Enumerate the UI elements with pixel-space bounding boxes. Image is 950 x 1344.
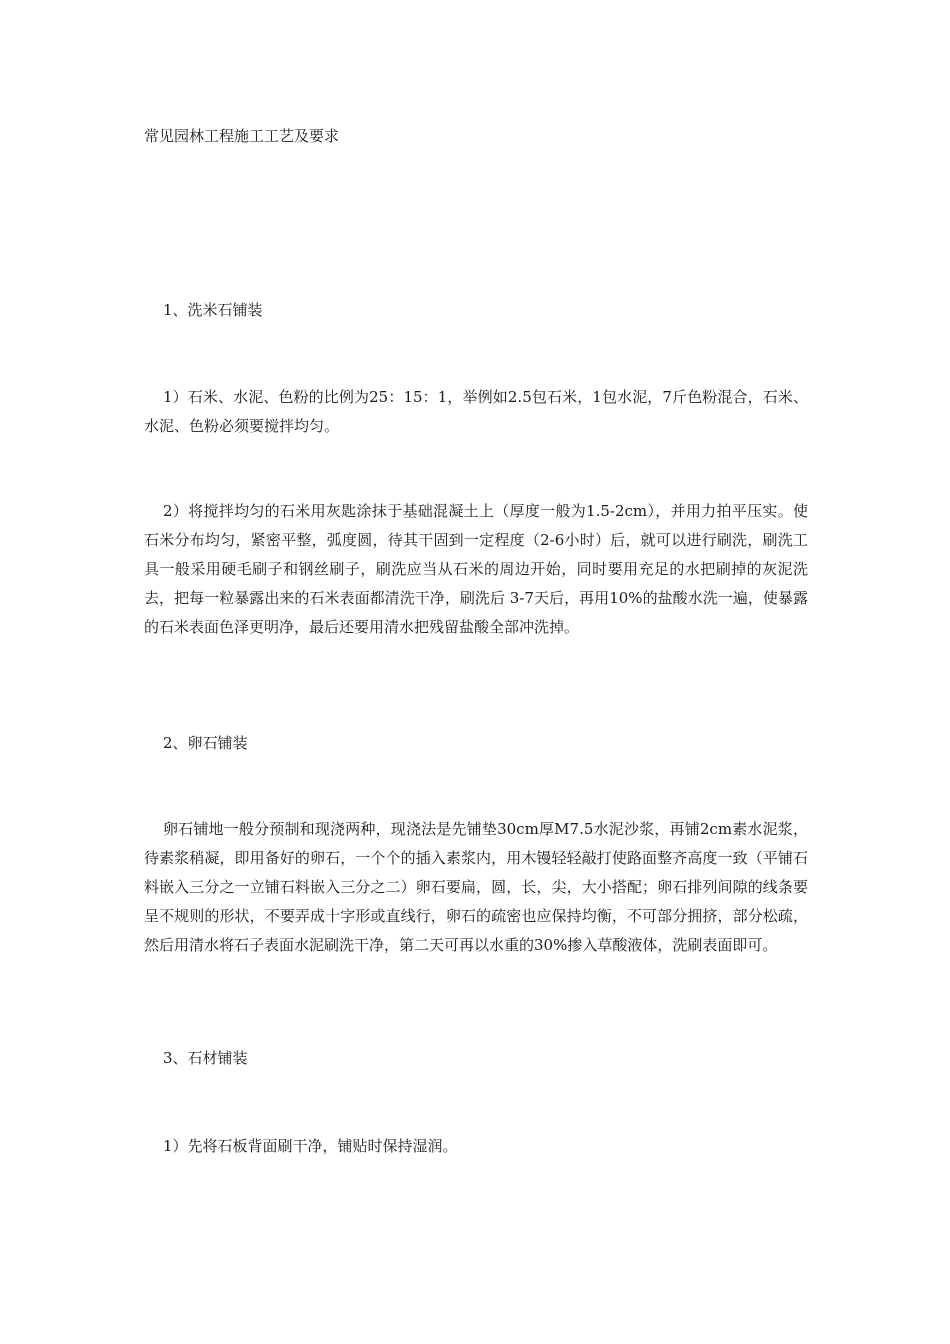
section-heading-1: 1、洗米石铺装 [163,301,263,319]
paragraph-1-2: 2）将搅拌均匀的石米用灰匙涂抹于基础混凝土上（厚度一般为1.5-2cm），并用力拍平压实。使石米分布均匀，紧密平整，弧度圆，待其干固到一定程度（2-6小时）后，就可以进行刷洗，刷洗工具一般采用硬毛刷子和钢丝刷子，刷洗应当从石米的周边开始，同时要用充足的水把刷掉的灰泥洗去，把每一粒暴露出来的石米表面都清洗干净，刷洗后 3-7天后，再用10%的盐酸水洗一遍，使暴露的石米表面色泽更明净，最后还要用清水把残留盐酸全部冲洗掉。 [144,502,808,636]
section-heading-2: 2、卵石铺装 [163,734,248,752]
document-title: 常见园林工程施工工艺及要求 [144,127,340,145]
paragraph-1-1: 1）石米、水泥、色粉的比例为25：15：1，举例如2.5包石米，1包水泥，7斤色粉混合，石米、水泥、色粉必须要搅拌均匀。 [144,388,808,435]
paragraph-3-1: 1）先将石板背面刷干净，铺贴时保持湿润。 [163,1137,458,1155]
paragraph-2-1: 卵石铺地一般分预制和现浇两种，现浇法是先铺垫30cm厚M7.5水泥沙浆，再铺2cm素水泥浆，待素浆稍凝，即用备好的卵石，一个个的插入素浆内，用木镘轻轻敲打使路面整齐高度一致（平铺石料嵌入三分之一立铺石料嵌入三分之二）卵石要扁，圆，长，尖，大小搭配；卵石排列间隙的线条要呈不规则的形状，不要弄成十字形或直线行，卵石的疏密也应保持均衡，不可部分拥挤，部分松疏，然后用清水将石子表面水泥刷洗干净，第二天可再以水重的30%掺入草酸液体，洗刷表面即可。 [144,820,808,954]
section-heading-3: 3、石材铺装 [163,1049,248,1067]
